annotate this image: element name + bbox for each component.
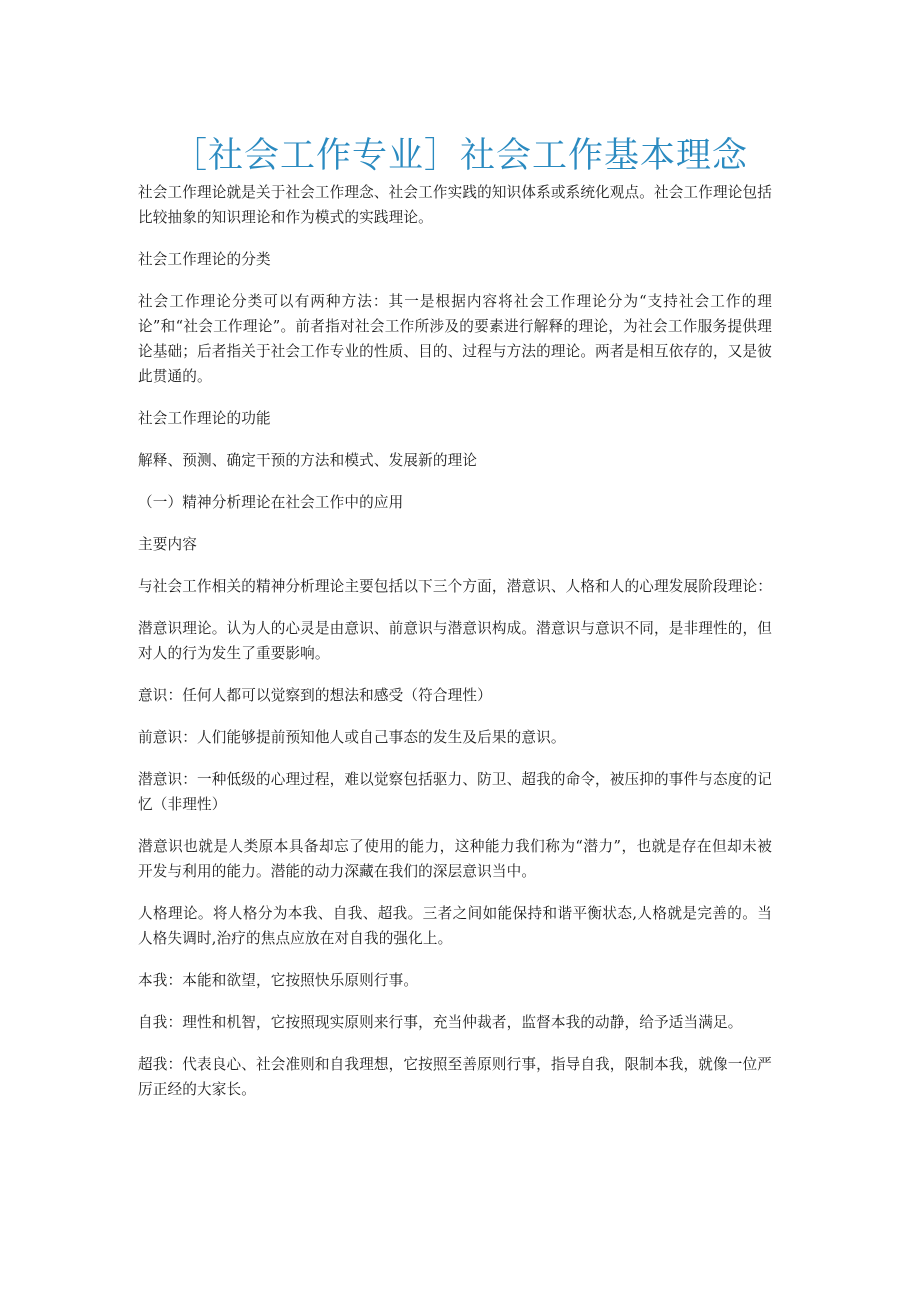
paragraph-superego: 超我：代表良心、社会准则和自我理想，它按照至善原则行事，指导自我，限制本我，就像一位严厉正经的大家长。 [138,1056,772,1098]
paragraph-id: 本我：本能和欲望，它按照快乐原则行事。 [138,972,419,989]
heading-theory-classification: 社会工作理论的分类 [138,251,271,268]
document-title: ［社会工作专业］社会工作基本理念 [171,136,748,177]
paragraph-preconscious: 前意识：人们能够提前预知他人或自己事态的发生及后果的意识。 [138,729,566,746]
paragraph-personality-theory: 人格理论。将人格分为本我、自我、超我。三者之间如能保持和谐平衡状态,人格就是完善的。当人格失调时,治疗的焦点应放在对自我的强化上。 [138,905,772,947]
paragraph-three-aspects: 与社会工作相关的精神分析理论主要包括以下三个方面，潜意识、人格和人的心理发展阶段理论： [138,578,772,595]
paragraph-intro: 社会工作理论就是关于社会工作理念、社会工作实践的知识体系或系统化观点。社会工作理论包括比较抽象的知识理论和作为模式的实践理论。 [138,184,772,226]
heading-main-content: 主要内容 [138,536,197,553]
paragraph-unconscious: 潜意识：一种低级的心理过程，难以觉察包括驱力、防卫、超我的命令，被压抑的事件与态度的记忆（非理性） [138,771,772,813]
paragraph-unconscious-theory: 潜意识理论。认为人的心灵是由意识、前意识与潜意识构成。潜意识与意识不同，是非理性的，但对人的行为发生了重要影响。 [138,620,772,662]
document-body [138,180,772,1119]
heading-theory-function: 社会工作理论的功能 [138,410,271,427]
paragraph-conscious: 意识：任何人都可以觉察到的想法和感受（符合理性） [138,687,492,704]
paragraph-function: 解释、预测、确定干预的方法和模式、发展新的理论 [138,452,478,469]
heading-psychoanalysis: （一）精神分析理论在社会工作中的应用 [138,494,404,511]
paragraph-classification: 社会工作理论分类可以有两种方法：其一是根据内容将社会工作理论分为“支持社会工作的理论”和“社会工作理论”。前者指对社会工作所涉及的要素进行解释的理论，为社会工作服务提供理论基础；后者指关于社会工作专业的性质、目的、过程与方法的理论。两者是相互依存的，又是彼此贯通的。 [138,293,772,385]
paragraph-potential: 潜意识也就是人类原本具备却忘了使用的能力，这种能力我们称为“潜力”，也就是存在但却未被开发与利用的能力。潜能的动力深藏在我们的深层意识当中。 [138,838,772,880]
paragraph-ego: 自我：理性和机智，它按照现实原则来行事，充当仲裁者，监督本我的动静，给予适当满足。 [138,1014,743,1031]
